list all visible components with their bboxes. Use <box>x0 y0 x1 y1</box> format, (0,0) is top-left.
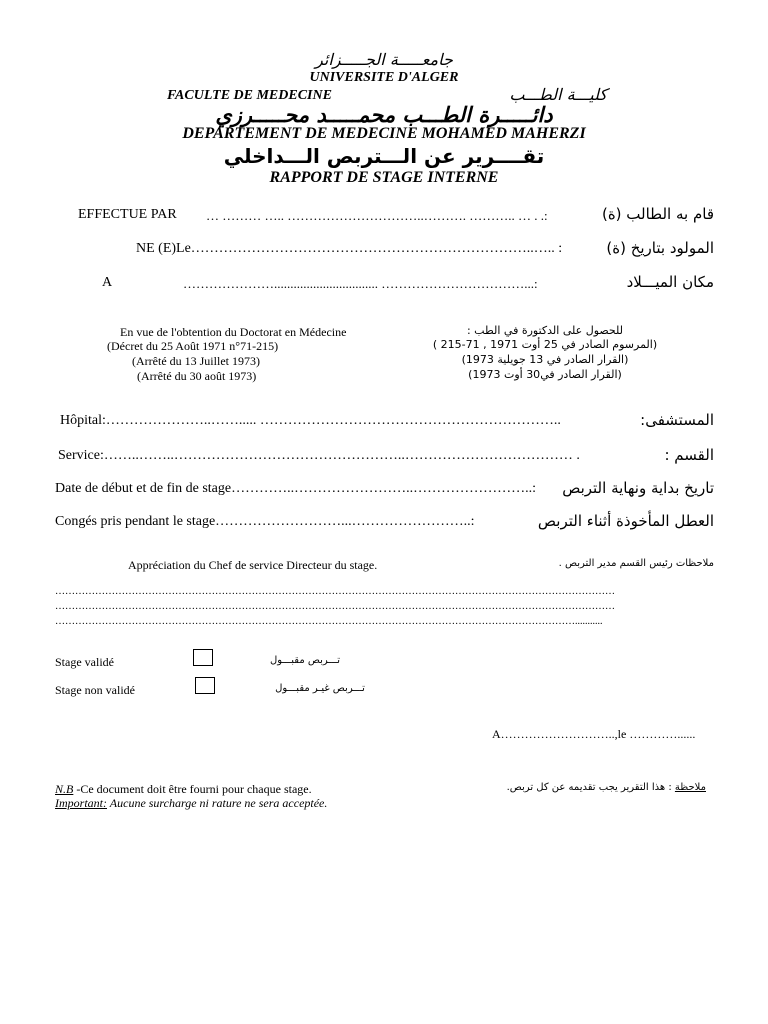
doctorat-fr-line: (Décret du 25 Août 1971 n°71-215) <box>107 339 279 353</box>
university-name-ar: جامعـــــة الجـــــزائر <box>315 50 453 69</box>
stage-valide-label-ar: تـــربص مقبـــول <box>270 655 340 666</box>
doctorat-ar-line: (المرسوم الصادر في 25 أوت 1971 , 71-215 ) <box>432 338 658 351</box>
birth-date-field[interactable]: NE (E)Le………………………………………………………………..….. : <box>136 241 563 256</box>
note-ar-text: : هذا التقرير يجب تقديمه عن كل تربص. <box>506 782 675 793</box>
faculty-name-fr: FACULTE DE MEDECINE <box>167 88 332 103</box>
doctorat-fr-line: En vue de l'obtention du Doctorat en Médecine <box>120 325 347 339</box>
doctorat-fr-line: (Arrêté du 30 août 1973) <box>137 369 257 383</box>
stage-valide-checkbox[interactable] <box>193 649 213 666</box>
conges-field[interactable]: Congés pris pendant le stage………………………...……………………..: <box>55 514 475 529</box>
effectue-par-label-ar: قام به الطالب (ة) <box>601 205 714 223</box>
important-text: Aucune surcharge ni rature ne sera acceptée. <box>107 796 328 810</box>
nb-note <box>55 782 312 797</box>
title-ar: تقــــرير عن الـــتربص الـــداخلي <box>223 144 545 168</box>
important-label: Important: <box>55 796 107 810</box>
department-name-fr: DEPARTEMENT DE MEDECINE MOHAMED MAHERZI <box>182 125 586 142</box>
stage-valide-label: Stage validé <box>55 655 114 669</box>
title-fr: RAPPORT DE STAGE INTERNE <box>269 169 499 186</box>
department-name-ar: دائـــــرة الطـــب محمـــــد محـــــرزي <box>215 103 553 127</box>
stage-dates-label-ar: تاريخ بداية ونهاية التربص <box>562 479 714 497</box>
stage-non-valide-label: Stage non validé <box>55 683 135 697</box>
university-name-fr: UNIVERSITE D'ALGER <box>309 70 459 85</box>
appreciation-line[interactable]: …………………………………………………………………………………………………………………………………………………… <box>55 601 615 612</box>
signature-place-date-field[interactable]: A………………………..,le …………...... <box>492 727 696 741</box>
service-label-ar: القسم : <box>664 446 714 464</box>
conges-label-ar: العطل المأخوذة أثناء التربص <box>537 512 714 530</box>
birth-place-field[interactable]: …………………................................ ……………………………...: <box>183 276 538 291</box>
birth-place-label-ar: مكان الميـــلاد <box>626 273 714 291</box>
stage-non-valide-checkbox[interactable] <box>195 677 215 694</box>
doctorat-fr-line: (Arrêté du 13 Juillet 1973) <box>132 354 260 368</box>
doctorat-ar-line: (القرار الصادر في30 أوت 1973) <box>468 368 622 381</box>
effectue-par-field[interactable]: … ……… ….. …………………………..………. ……….. … . .: <box>206 208 548 223</box>
effectue-par-label: EFFECTUE PAR <box>78 207 177 222</box>
hospital-label-ar: المستشفى: <box>640 411 714 429</box>
doctorat-ar-line: (القرار الصادر في 13 جويلية 1973) <box>461 353 629 366</box>
appreciation-line[interactable]: …………………………………………………………………………………………………………………………………………........... <box>55 616 603 627</box>
note-ar-label: ملاحظة <box>674 782 706 793</box>
service-field[interactable]: Service:……..……..…………………………………………..……………………………… . <box>58 448 580 463</box>
appreciation-label-fr: Appréciation du Chef de service Directeur du stage. <box>128 558 378 572</box>
appreciation-line[interactable]: …………………………………………………………………………………………………………………………………………………… <box>55 586 615 597</box>
stage-non-valide-label-ar: تـــربص غيـر مقبـــول <box>275 683 365 694</box>
birth-place-label: A <box>102 275 113 290</box>
nb-label: N.B <box>55 782 74 796</box>
note-ar <box>480 782 706 793</box>
hospital-field[interactable]: Hôpital:…………………..……..... ……………………………………………………….. <box>60 413 561 428</box>
appreciation-label-ar: ملاحظات رئيس القسم مدير التربص . <box>558 558 714 569</box>
stage-dates-field[interactable]: Date de début et de fin de stage…………..……………………..……………………..: <box>55 481 536 496</box>
faculty-name-ar: كليـــة الطـــب <box>509 85 607 104</box>
doctorat-ar-line: للحصول على الدكتورة في الطب : <box>466 324 624 337</box>
nb-text: -Ce document doit être fourni pour chaque stage. <box>73 782 312 796</box>
important-note <box>55 796 327 811</box>
birth-date-label-ar: المولود بتاريخ (ة) <box>606 239 714 257</box>
